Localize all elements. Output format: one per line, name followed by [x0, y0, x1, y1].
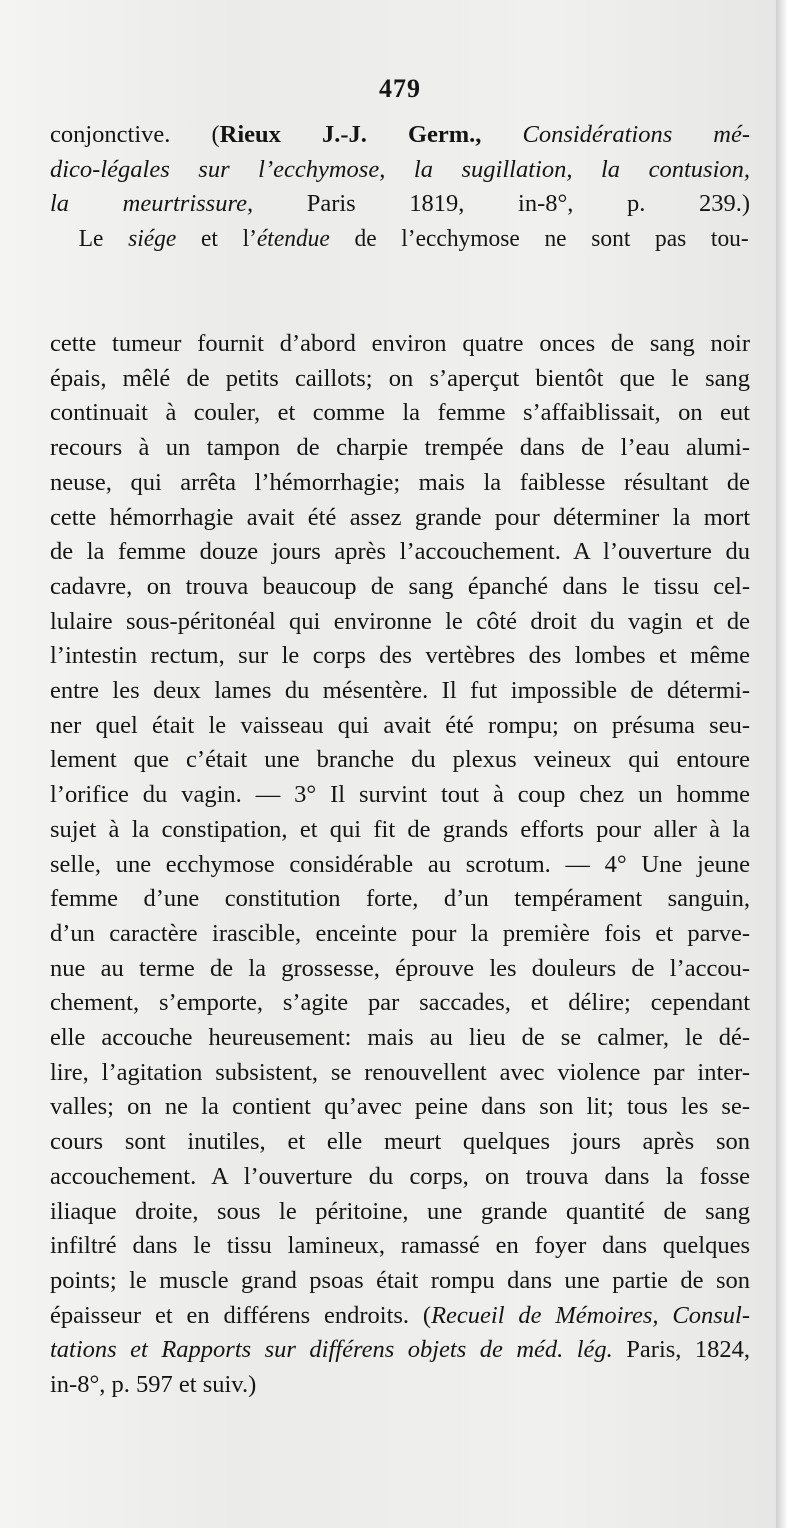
top-paragraph [50, 118, 750, 257]
text-line: recours à un tampon de charpie trempée dans de l’eau alumi- [50, 434, 750, 462]
text-line: cette hémorrhagie avait été assez grande pour déterminer la mort [50, 503, 750, 531]
text-line: épais, mêlé de petits caillots; on s’aperçut bientôt que le sang [50, 364, 750, 392]
text-line: tations et Rapports sur différens objets de méd. lég. Paris, 1824, [50, 1336, 751, 1364]
text-line: points; le muscle grand psoas était rompu dans une partie de son [50, 1266, 750, 1294]
text-line: la meurtrissure, Paris 1819, in-8°, p. 239.) [50, 190, 750, 218]
text-line: dico-légales sur l’ecchymose, la sugillation, la contusion, [50, 155, 750, 183]
text-line: iliaque droite, sous le péritoine, une grande quantité de sang [50, 1197, 750, 1225]
text-line: femme d’une constitution forte, d’un tempérament sanguin, [50, 885, 750, 913]
text-line: nue au terme de la grossesse, éprouve les douleurs de l’accou- [50, 954, 750, 982]
text-line: cette tumeur fournit d’abord environ quatre onces de sang noir [50, 330, 750, 357]
text-line: cours sont inutiles, et elle meurt quelques jours après son [50, 1128, 750, 1156]
text-line: entre les deux lames du mésentère. Il fut impossible de détermi- [50, 677, 750, 705]
text-line: de la femme douze jours après l’accouchement. A l’ouverture du [50, 538, 750, 566]
text-line: continuait à couler, et comme la femme s’affaiblissait, on eut [50, 399, 750, 427]
text-line: l’orifice du vagin. — 3° Il survint tout à coup chez un homme [50, 781, 750, 809]
text-line: cadavre, on trouva beaucoup de sang épanché dans le tissu cel- [50, 572, 750, 600]
text-line: épaisseur et en différens endroits. (Recueil de Mémoires, Consul- [50, 1301, 750, 1329]
text-line: sujet à la constipation, et qui fit de grands efforts pour aller à la [50, 815, 750, 843]
text-line: elle accouche heureusement: mais au lieu de se calmer, le dé- [50, 1024, 750, 1052]
text-line: conjonctive. (Rieux J.-J. Germ., Considérations mé- [50, 121, 751, 148]
text-line: l’intestin rectum, sur le corps des vertèbres des lombes et même [50, 642, 750, 670]
page-number: 479 [379, 74, 421, 103]
text-line: accouchement. A l’ouverture du corps, on trouva dans la fosse [50, 1162, 750, 1190]
citation-title: Recueil de Mémoires, Consul- [431, 1301, 750, 1329]
text-line: neuse, qui arrêta l’hémorrhagie; mais la faiblesse résultant de [50, 468, 750, 496]
page-edge [776, 0, 788, 1528]
case-paragraph [50, 327, 750, 1403]
text-line: ner quel était le vaisseau qui avait été rompu; on présuma seu- [50, 711, 750, 739]
text-line: Le siége et l’étendue de l’ecchymose ne sont pas tou- [78, 225, 749, 253]
text-line: chement, s’emporte, s’agite par saccades, et délire; cependant [50, 989, 750, 1017]
text-line: valles; on ne la contient qu’avec peine dans son lit; tous les se- [50, 1093, 750, 1121]
text-line: lire, l’agitation subsistent, se renouvellent avec violence par inter- [50, 1058, 750, 1086]
text-line: lulaire sous-péritonéal qui environne le côté droit du vagin et de [50, 607, 750, 635]
text-line: infiltré dans le tissu lamineux, ramassé en foyer dans quelques [50, 1232, 750, 1260]
citation-title: tations et Rapports sur différens objets de méd. lég. [50, 1336, 613, 1364]
text-line: lement que c’était une branche du plexus veineux qui entoure [50, 746, 750, 774]
text-line: selle, une ecchymose considérable au scrotum. — 4° Une jeune [50, 850, 750, 878]
text-line: d’un caractère irascible, enceinte pour la première fois et parve- [50, 919, 750, 947]
text-line: in-8°, p. 597 et suiv.) [50, 1371, 257, 1399]
